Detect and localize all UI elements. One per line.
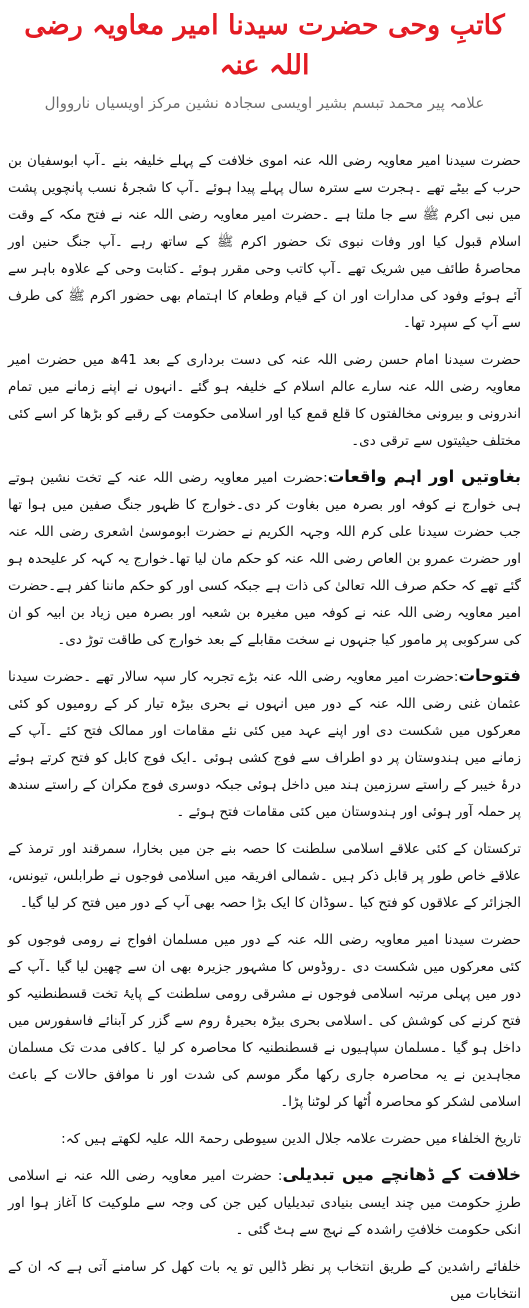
paragraph-tarikh <box>8 1124 521 1153</box>
paragraph-text: :حضرت امیر معاویہ رضی اللہ عنہ بڑے تجربہ کار سپہ سالار تھے ۔حضرت سیدنا عثمان غنی رضی اللہ عنہ کے دور میں انہوں نے بحری بیڑہ تیار کر کے رومیوں کو کئی معرکوں میں شکست دی اور اپنے عہد میں کئی نئے مقامات اور ممالک فتح کئے ۔آپ کے زمانے میں ہندوستان پر دو اطراف سے فوج کشی ہوئی ۔ایک فوج کابل کو فتح کرتے ہوئے درۂ خیبر کے راستے سرزمین ہند میں داخل ہوئی جبکہ دوسری فوج مکران کے راستے سندھ پر حملہ آور ہوئی اور ہندوستان میں کئی مقامات فتح ہوئے ۔ <box>8 669 521 820</box>
paragraph-text: حضرت سیدنا امام حسن رضی اللہ عنہ کی دست برداری کے بعد 41ھ میں حضرت امیر معاویہ رضی اللہ عنہ سارے عالم اسلام کے خلیفہ ہو گئے ۔انہوں نے اپنے زمانے میں تمام اندرونی و بیرونی مخالفتوں کا قلع قمع کیا اور اسلامی حکومت کے رقبے کو بڑھا کر اسے کئی مختلف حیثیتوں سے ترقی دی۔ <box>8 352 521 449</box>
paragraph-structure-change <box>8 1161 521 1244</box>
paragraph-heading: بغاوتیں اور اہم واقعات <box>327 467 522 486</box>
paragraph-caliphate <box>8 345 521 455</box>
article-body <box>8 146 521 1308</box>
article-title: کاتبِ وحی حضرت سیدنا امیر معاویہ رضی اللہ عنہ <box>24 10 505 81</box>
paragraph-constantinople <box>8 925 521 1116</box>
paragraph-rebellions <box>8 463 521 654</box>
paragraph-text: ترکستان کے کئی علاقے اسلامی سلطنت کا حصہ بنے جن میں بخارا، سمرقند اور ترمذ کے علاقے خاص طور پر قابل ذکر ہیں ۔شمالی افریقہ میں اسلامی فوجوں نے طرابلس، تیونس، الجزائر کے علاقوں کو فتح کیا ۔سوڈان کا ایک بڑا حصہ بھی آپ کے دور میں فتح کر لیا گیا۔ <box>8 841 521 911</box>
paragraph-turkestan <box>8 834 521 917</box>
paragraph-text: تاریخ الخلفاء میں حضرت علامہ جلال الدین سیوطی رحمۃ اللہ علیہ لکھتے ہیں کہ: <box>61 1131 521 1147</box>
paragraph-election <box>8 1252 521 1308</box>
paragraph-text: حضرت سیدنا امیر معاویہ رضی اللہ عنہ اموی خلافت کے پہلے خلیفہ بنے ۔آپ ابوسفیان بن حرب کے بیٹے تھے ۔ہجرت سے سترہ سال پہلے پیدا ہوئے ۔آپ کا شجرۂ نسب پانچویں پشت میں نبی اکرم ﷺ سے جا ملتا ہے ۔حضرت امیر معاویہ رضی اللہ عنہ نے فتح مکہ کے وقت اسلام قبول کیا اور وفات نبوی تک حضور اکرم ﷺ کے ساتھ رہے ۔آپ جنگ حنین اور محاصرۂ طائف میں شریک تھے ۔آپ کاتب وحی مقرر ہوئے ۔کتابت وحی کے علاوہ باہر سے آئے ہوئے وفود کی مدارات اور ان کے قیام وطعام کا اہتمام بھی حضور اکرم ﷺ کی طرف سے آپ کے سپرد تھا۔ <box>8 153 521 331</box>
paragraph-heading: خلافت کے ڈھانچے میں تبدیلی <box>282 1165 521 1184</box>
paragraph-text: حضرت سیدنا امیر معاویہ رضی اللہ عنہ کے دور میں مسلمان افواج نے رومی فوجوں کو کئی معرکوں میں شکست دی ۔روڈوس کا مشہور جزیرہ بھی ان سے چھین لیا گیا ۔آپ کے دور میں پہلی مرتبہ اسلامی فوجوں نے مشرقی رومی سلطنت کے پایۂ تخت قسطنطنیہ کو فتح کرنے کی کوشش کی ۔اسلامی بحری بیڑہ بحیرۂ روم سے گزر کر آبنائے فاسفورس میں داخل ہو گیا ۔مسلمان سپاہیوں نے قسطنطنیہ کا محاصرہ کر لیا ۔کافی مدت تک مسلمان مجاہدین نے یہ محاصرہ جاری رکھا مگر موسم کی شدت اور نا موافق حالات کے باعث اسلامی لشکر کو محاصرہ اُٹھا کر لوٹنا پڑا۔ <box>8 932 521 1110</box>
paragraph-text: :حضرت امیر معاویہ رضی اللہ عنہ کے تخت نشین ہوتے ہی خوارج نے کوفہ اور بصرہ میں بغاوت کر دی۔خوارج کا ظہور جنگ صفین میں ہوا تھا جب حضرت سیدنا علی کرم اللہ وجہہ الکریم نے حضرت ابوموسیٰ اشعری رضی اللہ عنہ اور حضرت عمرو بن العاص رضی اللہ عنہ کو حکم مان لیا تھا۔خوارج یہ کہہ کر علیحدہ ہو گئے تھے کہ حکم صرف اللہ تعالیٰ کی ذات ہے جبکہ کسی اور کو حکم ماننا کفر ہے۔حضرت امیر معاویہ رضی اللہ عنہ نے کوفہ میں مغیرہ بن شعبہ اور بصرہ میں زیاد بن ابیہ کو ان کی سرکوبی پر مامور کیا جنہوں نے سخت مقابلے کے بعد خوارج کی طاقت توڑ دی۔ <box>8 470 521 648</box>
paragraph-conquests <box>8 662 521 826</box>
article-author: علامہ پیر محمد تبسم بشیر اویسی سجادہ نشین مرکز اویسیاں نارووال <box>44 94 485 112</box>
paragraph-intro <box>8 146 521 337</box>
paragraph-text: خلفائے راشدین کے طریق انتخاب پر نظر ڈالیں تو یہ بات کھل کر سامنے آتی ہے کہ ان کے انتخابات میں <box>8 1259 521 1302</box>
paragraph-text: : حضرت امیر معاویہ رضی اللہ عنہ نے اسلامی طرزِ حکومت میں چند ایسی بنیادی تبدیلیاں کیں جن کی وجہ سے ملوکیت کا آغاز ہوا اور انکی حکومت خلافتِ راشدہ کے نہج سے ہٹ گئی ۔ <box>8 1168 521 1238</box>
paragraph-heading: فتوحات <box>458 666 521 685</box>
